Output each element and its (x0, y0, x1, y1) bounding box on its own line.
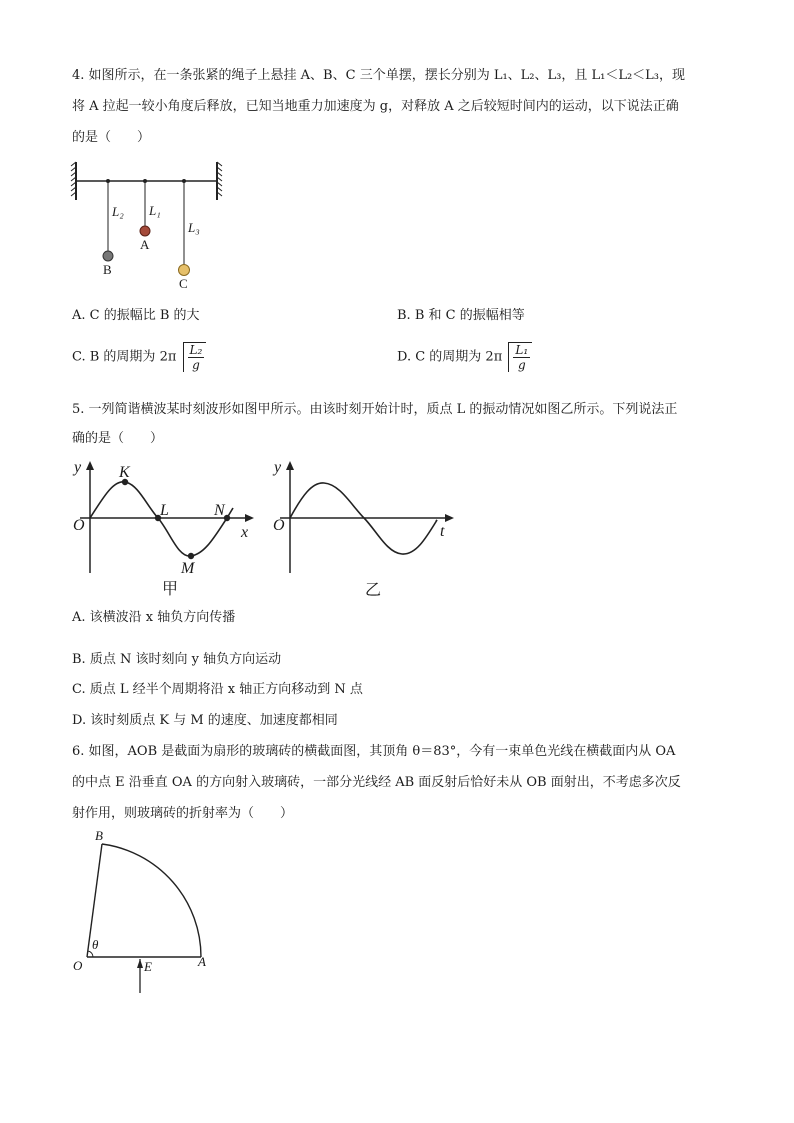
point-m (188, 553, 194, 559)
q5-option-c: C. 质点 L 经半个周期将沿 x 轴正方向移动到 N 点 (72, 682, 363, 697)
q4-stem-line1: 4. 如图所示，在一条张紧的绳子上悬挂 A、B、C 三个单摆，摆长分别为 L₁、L₂、L₃，且 L₁＜L₂＜L₃，现 (72, 68, 686, 83)
bob-b (103, 251, 113, 261)
q4-option-d (397, 342, 532, 372)
label-o-2: O (273, 517, 285, 534)
q6-sector-figure (65, 825, 225, 995)
q4-option-d-text: D. C 的周期为 2π (397, 349, 503, 365)
q5-option-d: D. 该时刻质点 K 与 M 的速度、加速度都相同 (72, 713, 338, 728)
label-l: L (160, 502, 169, 519)
caption-yi: 乙 (365, 582, 382, 599)
q4-pendulum-figure (70, 160, 230, 295)
left-wall (71, 162, 76, 200)
q6-stem-line1: 6. 如图，AOB 是截面为扇形的玻璃砖的横截面图，其顶角 θ＝83°，今有一束单色光线在横截面内从 OA (72, 744, 676, 759)
label-b: B (103, 262, 112, 277)
axis-x-label: x (241, 524, 249, 541)
q4-stem-line2: 将 A 拉起一较小角度后释放，已知当地重力加速度为 g，对释放 A 之后较短时间内的运动，以下说法正确 (72, 99, 679, 114)
axis-t-label: t (440, 523, 445, 540)
arc-ab (102, 844, 201, 957)
bob-c (179, 265, 190, 276)
point-n (224, 515, 230, 521)
right-wall (217, 162, 222, 200)
label-k: K (119, 464, 130, 481)
label-l1: L₁ (149, 203, 161, 218)
ray-arrow (137, 959, 143, 968)
q4-stem-line3: 的是（ ） (72, 130, 151, 145)
q5-stem-line1: 5. 一列简谐横波某时刻波形如图甲所示。由该时刻开始计时，质点 L 的振动情况如图乙所示。下列说法正 (72, 402, 678, 417)
axis-y-label-2: y (274, 459, 282, 476)
label-c: C (179, 276, 188, 291)
label-a: A (198, 954, 206, 969)
q5-stem-line2: 确的是（ ） (72, 431, 164, 446)
q4-option-a: A. C 的振幅比 B 的大 (72, 308, 200, 323)
label-o: O (73, 958, 83, 973)
label-e: E (144, 959, 152, 974)
label-l2: L₂ (112, 204, 124, 219)
axis-y-label: y (74, 459, 82, 476)
label-n: N (214, 502, 225, 519)
q5-wave-figure-jia (70, 458, 260, 598)
q4-option-d-sqrt: $\frac{\text{L₁}}{g}$ (508, 342, 532, 372)
label-m: M (181, 560, 195, 577)
q4-option-c-text: C. B 的周期为 2π (72, 349, 177, 365)
q4-option-c-sqrt: $\frac{\text{L₂}}{g}$ (183, 342, 207, 372)
q5-option-a: A. 该横波沿 x 轴负方向传播 (72, 610, 236, 625)
q5-option-b: B. 质点 N 该时刻向 y 轴负方向运动 (72, 652, 282, 667)
q4-option-b: B. B 和 C 的振幅相等 (397, 308, 525, 323)
bob-a (140, 226, 150, 236)
label-theta: θ (92, 937, 99, 952)
label-a: A (140, 237, 150, 252)
q6-stem-line3: 射作用，则玻璃砖的折射率为（ ） (72, 806, 294, 821)
q6-stem-line2: 的中点 E 沿垂直 OA 的方向射入玻璃砖，一部分光线经 AB 面反射后恰好未从 OB 面射出，不考虑多次反 (72, 775, 681, 790)
caption-jia: 甲 (162, 581, 179, 598)
q5-vibration-figure-yi (270, 458, 460, 598)
label-l3: L₃ (188, 220, 200, 235)
q4-option-c (72, 342, 206, 372)
label-o: O (73, 517, 85, 534)
label-b: B (95, 828, 103, 843)
